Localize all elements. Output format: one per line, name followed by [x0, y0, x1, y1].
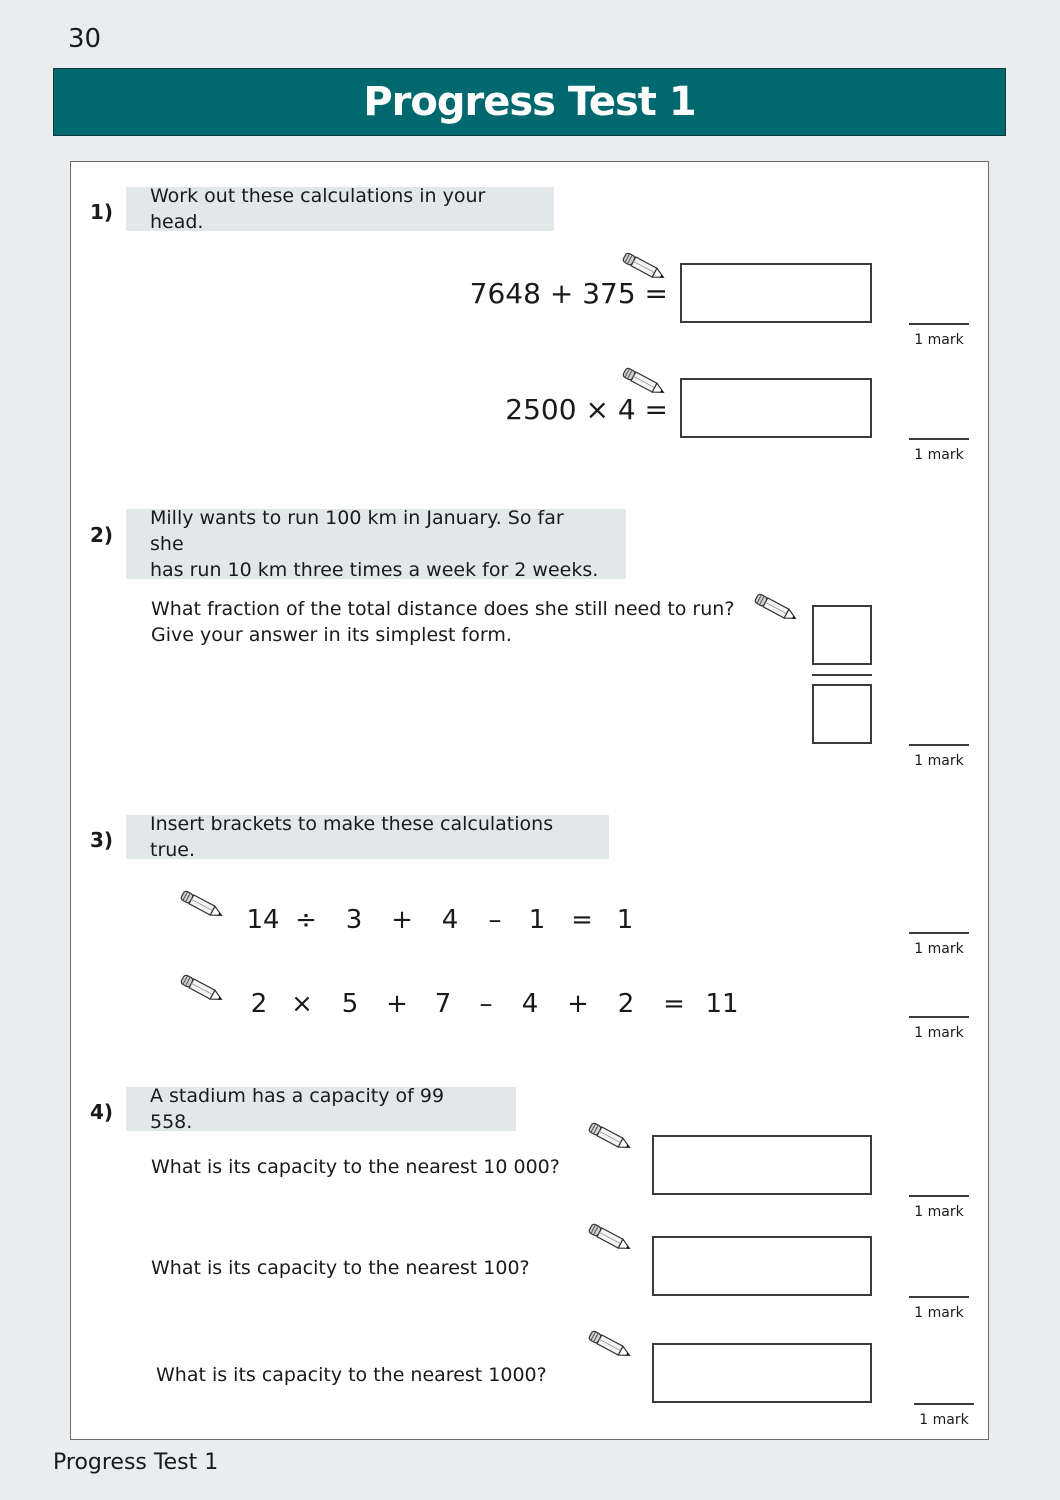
equation-term: 2 [617, 989, 635, 1019]
mark-line [909, 1016, 969, 1018]
mark-label: 1 mark [914, 1204, 964, 1220]
calculation-expression: 2500 × 4 = [505, 393, 668, 426]
equation-term: 4 [441, 905, 459, 935]
equation-term: 1 [528, 905, 546, 935]
bracket-equation[interactable] [244, 905, 644, 935]
page-number: 30 [68, 24, 102, 54]
question-prompt [126, 187, 554, 231]
equation-term: 5 [341, 989, 359, 1019]
question-number: 2) [90, 523, 114, 547]
pencil-icon [176, 974, 228, 1004]
page-title: Progress Test 1 [363, 79, 696, 125]
mark-label: 1 mark [919, 1412, 969, 1428]
prompt-text: Milly wants to run 100 km in January. So far she [150, 507, 564, 555]
numerator-box[interactable] [812, 605, 872, 665]
equation-operator: ÷ [295, 905, 317, 935]
equation-result: 11 [705, 989, 739, 1019]
prompt-text: Insert brackets to make these calculations true. [150, 813, 554, 861]
equation-operator: × [291, 989, 313, 1019]
question-text: What is its capacity to the nearest 100? [151, 1257, 530, 1279]
question-text: What is its capacity to the nearest 10 000? [151, 1156, 560, 1178]
prompt-text: A stadium has a capacity of 99 558. [150, 1085, 445, 1133]
question-line: Give your answer in its simplest form. [151, 624, 512, 646]
mark-label: 1 mark [914, 1025, 964, 1041]
mark-line [909, 323, 969, 325]
prompt-text: has run 10 km three times a week for 2 weeks. [150, 559, 599, 581]
mark-line [909, 1296, 969, 1298]
fraction-line [812, 674, 872, 676]
equation-term: 3 [345, 905, 363, 935]
equation-operator: + [386, 989, 408, 1019]
prompt-text: Work out these calculations in your head. [150, 185, 486, 233]
mark-label: 1 mark [914, 941, 964, 957]
denominator-box[interactable] [812, 684, 872, 744]
pencil-icon [750, 593, 802, 623]
answer-box[interactable] [652, 1236, 872, 1296]
pencil-icon [584, 1122, 636, 1152]
answer-box[interactable] [652, 1135, 872, 1195]
question-number: 3) [90, 828, 114, 852]
mark-line [909, 744, 969, 746]
mark-label: 1 mark [914, 447, 964, 463]
equation-operator: – [488, 905, 502, 935]
mark-line [909, 1195, 969, 1197]
equation-operator: – [479, 989, 493, 1019]
question-prompt [126, 815, 609, 859]
bracket-equation[interactable] [240, 989, 746, 1019]
equation-operator: + [391, 905, 413, 935]
mark-line [909, 932, 969, 934]
question-line: What fraction of the total distance does she still need to run? [151, 598, 735, 620]
mark-label: 1 mark [914, 332, 964, 348]
answer-box[interactable] [680, 378, 872, 438]
question-prompt [126, 1087, 516, 1131]
pencil-icon [584, 1223, 636, 1253]
footer-label: Progress Test 1 [53, 1450, 219, 1475]
equation-term: 14 [246, 905, 280, 935]
equation-operator: = [571, 905, 593, 935]
answer-box[interactable] [652, 1343, 872, 1403]
question-text: What is its capacity to the nearest 1000? [156, 1364, 547, 1386]
mark-line [914, 1403, 974, 1405]
equation-operator: + [567, 989, 589, 1019]
question-number: 4) [90, 1100, 114, 1124]
equation-term: 2 [250, 989, 268, 1019]
question-text [151, 596, 734, 648]
mark-label: 1 mark [914, 753, 964, 769]
equation-operator: = [663, 989, 685, 1019]
mark-label: 1 mark [914, 1305, 964, 1321]
pencil-icon [584, 1330, 636, 1360]
equation-term: 7 [434, 989, 452, 1019]
answer-box[interactable] [680, 263, 872, 323]
equation-term: 4 [521, 989, 539, 1019]
title-banner [53, 68, 1006, 136]
mark-line [909, 438, 969, 440]
equation-result: 1 [616, 905, 634, 935]
pencil-icon [176, 890, 228, 920]
calculation-expression: 7648 + 375 = [469, 277, 668, 310]
question-number: 1) [90, 200, 114, 224]
question-prompt [126, 509, 626, 579]
